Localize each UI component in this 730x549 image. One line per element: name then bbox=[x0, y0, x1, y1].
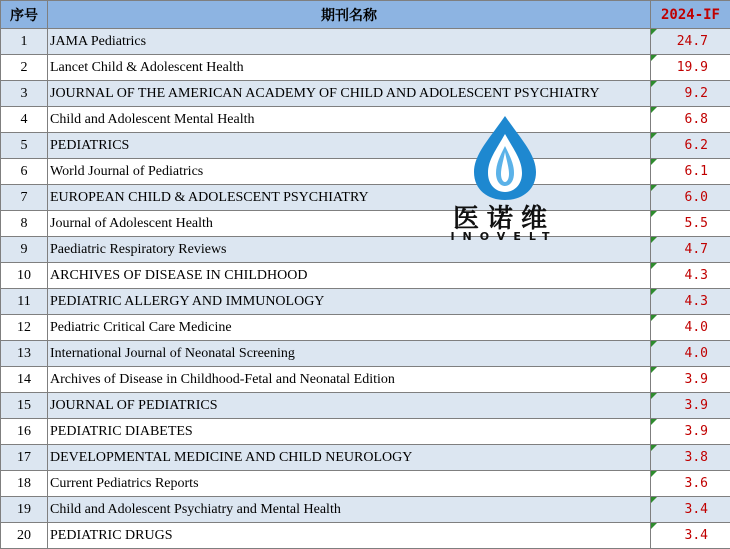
row-journal-name: Archives of Disease in Childhood-Fetal and Neonatal Edition bbox=[48, 367, 651, 393]
row-rank: 5 bbox=[1, 133, 48, 159]
table-row bbox=[1, 523, 730, 549]
row-impact-factor: 3.4 bbox=[651, 497, 730, 523]
table-row bbox=[1, 393, 730, 419]
table-row bbox=[1, 237, 730, 263]
row-journal-name: Paediatric Respiratory Reviews bbox=[48, 237, 651, 263]
header-row bbox=[1, 1, 730, 29]
row-impact-factor: 19.9 bbox=[651, 55, 730, 81]
row-journal-name: Journal of Adolescent Health bbox=[48, 211, 651, 237]
row-impact-factor: 3.6 bbox=[651, 471, 730, 497]
row-rank: 7 bbox=[1, 185, 48, 211]
row-journal-name: PEDIATRIC DIABETES bbox=[48, 419, 651, 445]
row-impact-factor: 24.7 bbox=[651, 29, 730, 55]
table-row bbox=[1, 185, 730, 211]
row-rank: 2 bbox=[1, 55, 48, 81]
table-row bbox=[1, 211, 730, 237]
row-journal-name: DEVELOPMENTAL MEDICINE AND CHILD NEUROLOGY bbox=[48, 445, 651, 471]
row-journal-name: ARCHIVES OF DISEASE IN CHILDHOOD bbox=[48, 263, 651, 289]
row-impact-factor: 4.0 bbox=[651, 315, 730, 341]
row-rank: 20 bbox=[1, 523, 48, 549]
row-journal-name: JOURNAL OF PEDIATRICS bbox=[48, 393, 651, 419]
table-row bbox=[1, 81, 730, 107]
table-row bbox=[1, 107, 730, 133]
row-rank: 4 bbox=[1, 107, 48, 133]
row-impact-factor: 6.8 bbox=[651, 107, 730, 133]
row-journal-name: Child and Adolescent Mental Health bbox=[48, 107, 651, 133]
header-journal: 期刊名称 bbox=[48, 1, 651, 29]
watermark-name-en: INOVELT bbox=[434, 230, 574, 243]
row-rank: 15 bbox=[1, 393, 48, 419]
row-impact-factor: 3.4 bbox=[651, 523, 730, 549]
row-rank: 1 bbox=[1, 29, 48, 55]
row-journal-name: JAMA Pediatrics bbox=[48, 29, 651, 55]
row-rank: 14 bbox=[1, 367, 48, 393]
table-row bbox=[1, 133, 730, 159]
table-row bbox=[1, 263, 730, 289]
row-impact-factor: 3.9 bbox=[651, 393, 730, 419]
table-row bbox=[1, 419, 730, 445]
row-impact-factor: 6.2 bbox=[651, 133, 730, 159]
row-rank: 3 bbox=[1, 81, 48, 107]
row-impact-factor: 6.1 bbox=[651, 159, 730, 185]
row-rank: 9 bbox=[1, 237, 48, 263]
row-impact-factor: 3.9 bbox=[651, 419, 730, 445]
row-impact-factor: 4.3 bbox=[651, 289, 730, 315]
row-rank: 16 bbox=[1, 419, 48, 445]
row-impact-factor: 3.8 bbox=[651, 445, 730, 471]
row-rank: 17 bbox=[1, 445, 48, 471]
row-rank: 18 bbox=[1, 471, 48, 497]
row-impact-factor: 6.0 bbox=[651, 185, 730, 211]
row-journal-name: PEDIATRIC DRUGS bbox=[48, 523, 651, 549]
table-row bbox=[1, 497, 730, 523]
watermark-name-cn: 医诺维 bbox=[444, 198, 564, 235]
table-row bbox=[1, 315, 730, 341]
row-journal-name: PEDIATRICS bbox=[48, 133, 651, 159]
row-rank: 11 bbox=[1, 289, 48, 315]
row-journal-name: Pediatric Critical Care Medicine bbox=[48, 315, 651, 341]
row-rank: 13 bbox=[1, 341, 48, 367]
row-rank: 19 bbox=[1, 497, 48, 523]
row-impact-factor: 5.5 bbox=[651, 211, 730, 237]
row-impact-factor: 3.9 bbox=[651, 367, 730, 393]
table-row bbox=[1, 367, 730, 393]
row-impact-factor: 4.7 bbox=[651, 237, 730, 263]
table-row bbox=[1, 445, 730, 471]
header-rank: 序号 bbox=[1, 1, 48, 29]
table-row bbox=[1, 471, 730, 497]
header-impact-factor: 2024-IF bbox=[651, 1, 730, 29]
row-journal-name: World Journal of Pediatrics bbox=[48, 159, 651, 185]
row-rank: 10 bbox=[1, 263, 48, 289]
row-journal-name: Current Pediatrics Reports bbox=[48, 471, 651, 497]
row-journal-name: EUROPEAN CHILD & ADOLESCENT PSYCHIATRY bbox=[48, 185, 651, 211]
row-journal-name: Lancet Child & Adolescent Health bbox=[48, 55, 651, 81]
row-journal-name: JOURNAL OF THE AMERICAN ACADEMY OF CHILD AND ADOLESCENT PSYCHIATRY bbox=[48, 81, 651, 107]
row-rank: 12 bbox=[1, 315, 48, 341]
table-row bbox=[1, 55, 730, 81]
table-body bbox=[1, 29, 730, 549]
table-row bbox=[1, 159, 730, 185]
table-row bbox=[1, 29, 730, 55]
row-impact-factor: 4.3 bbox=[651, 263, 730, 289]
row-impact-factor: 4.0 bbox=[651, 341, 730, 367]
row-journal-name: International Journal of Neonatal Screening bbox=[48, 341, 651, 367]
table-row bbox=[1, 341, 730, 367]
row-journal-name: Child and Adolescent Psychiatry and Mental Health bbox=[48, 497, 651, 523]
table-row bbox=[1, 289, 730, 315]
row-journal-name: PEDIATRIC ALLERGY AND IMMUNOLOGY bbox=[48, 289, 651, 315]
row-rank: 8 bbox=[1, 211, 48, 237]
row-rank: 6 bbox=[1, 159, 48, 185]
row-impact-factor: 9.2 bbox=[651, 81, 730, 107]
